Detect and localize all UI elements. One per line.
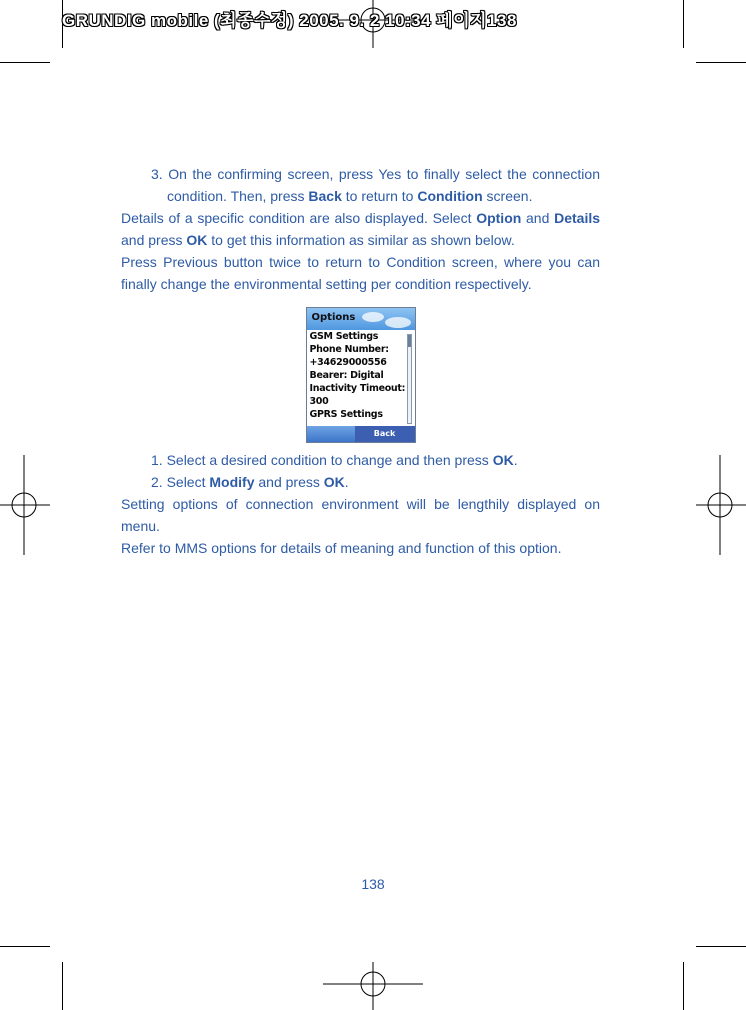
- phone-softkey-bar: [307, 426, 415, 442]
- phone-list-item[interactable]: GSM Settings: [309, 331, 379, 342]
- registration-mark-left: [0, 455, 50, 555]
- ok-keyword: OK: [186, 232, 208, 248]
- phone-list-item[interactable]: Phone Number:: [309, 344, 389, 355]
- ok-keyword: OK: [492, 452, 514, 468]
- setting-options-paragraph: Setting options of connection environment will be lengthily displayed on menu.: [121, 496, 600, 534]
- option-keyword: Option: [476, 210, 522, 226]
- page-body: [121, 163, 600, 559]
- crop-mark: [696, 62, 746, 63]
- phone-list-item[interactable]: +34629000556: [309, 357, 387, 368]
- phone-options-list: [307, 330, 415, 426]
- details-text: and: [521, 210, 555, 226]
- phone-list-item[interactable]: Inactivity Timeout:: [309, 383, 406, 394]
- phone-list-item[interactable]: GPRS Settings: [309, 409, 383, 420]
- cloud-decoration: [362, 312, 384, 322]
- step-3-text: On the confirming screen, press Yes to finally select the connection condition. Then, press: [167, 166, 600, 204]
- details-paragraph: [121, 207, 600, 251]
- crop-mark: [683, 0, 684, 48]
- registration-mark-right: [696, 455, 746, 555]
- details-text: to get this information as similar as shown below.: [207, 232, 515, 248]
- details-text: Details of a specific condition are also displayed. Select: [121, 210, 477, 226]
- step-1-text: 1. Select a desired condition to change and then press: [151, 452, 493, 468]
- print-slug-header: GRUNDIG mobile (최종수정) 2005. 9. 2 10:34 페이지138: [62, 11, 517, 30]
- crop-mark: [0, 62, 50, 63]
- ok-keyword: OK: [323, 474, 345, 490]
- step-3-text: screen.: [482, 188, 533, 204]
- details-keyword: Details: [554, 210, 601, 226]
- phone-list-item[interactable]: Bearer: Digital: [309, 370, 384, 381]
- crop-mark: [683, 962, 684, 1010]
- condition-keyword: Condition: [417, 188, 483, 204]
- phone-scrollbar[interactable]: [407, 334, 412, 424]
- step-2-paragraph: [121, 471, 600, 493]
- page-number: 138: [361, 876, 385, 892]
- step-1-paragraph: [121, 449, 600, 471]
- step-2-text: and press: [254, 474, 324, 490]
- refer-paragraph: Refer to MMS options for details of meaning and function of this option.: [121, 540, 562, 556]
- crop-mark: [0, 946, 50, 947]
- back-softkey[interactable]: Back: [355, 426, 415, 442]
- crop-mark: [62, 962, 63, 1010]
- cloud-decoration: [385, 317, 411, 328]
- scrollbar-thumb[interactable]: [408, 335, 411, 347]
- back-keyword: Back: [308, 188, 342, 204]
- details-text: and press: [121, 232, 187, 248]
- step-number: 3.: [151, 166, 163, 182]
- step-3-text: to return to: [341, 188, 418, 204]
- step-1-text: .: [513, 452, 518, 468]
- phone-title: Options: [311, 312, 356, 323]
- phone-list-item[interactable]: 300: [309, 396, 329, 407]
- modify-keyword: Modify: [209, 474, 255, 490]
- phone-title-bar: [307, 308, 415, 330]
- step-2-text: 2. Select: [151, 474, 210, 490]
- step-2-text: .: [344, 474, 349, 490]
- step-3-paragraph: [121, 163, 600, 207]
- crop-mark: [696, 946, 746, 947]
- press-previous-paragraph: Press Previous button twice to return to Condition screen, where you can finally change the environmental setting per condition respectively.: [121, 254, 600, 292]
- registration-mark-bottom: [323, 962, 423, 1010]
- phone-screenshot: [306, 307, 416, 443]
